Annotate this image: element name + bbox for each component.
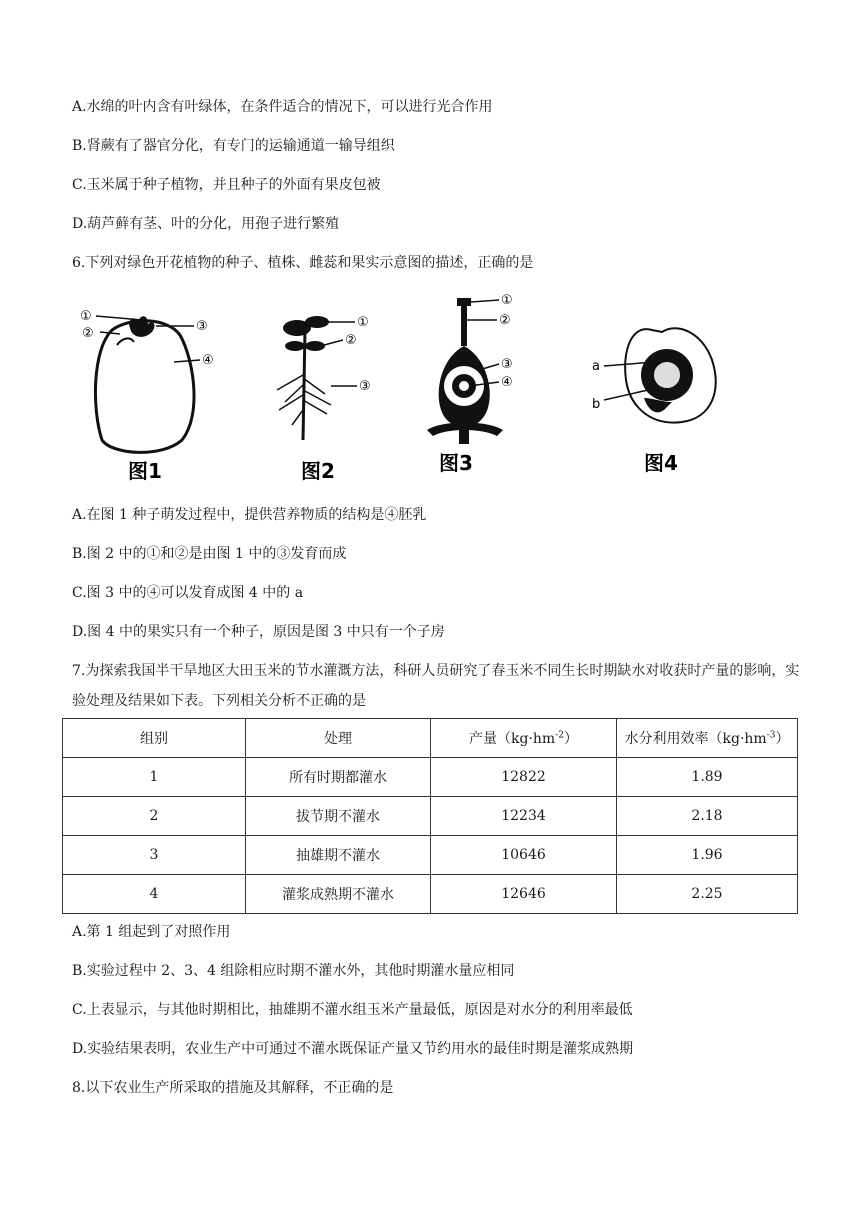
q5-option-b: B.肾蕨有了器官分化，有专门的运输通道一输导组织	[72, 138, 395, 154]
q6-option-c: C.图 3 中的④可以发育成图 4 中的 a	[72, 585, 304, 601]
table-header-row	[63, 719, 798, 758]
cell-efficiency: 1.89	[617, 758, 798, 797]
cell-yield: 12646	[431, 875, 617, 914]
fig3-callout-2: ②	[499, 313, 511, 328]
fig1-label: 图1	[128, 459, 162, 483]
q6-option-d: D.图 4 中的果实只有一个种子，原因是图 3 中只有一个子房	[72, 624, 445, 640]
fig3-callout-3: ③	[501, 357, 513, 372]
q6-option-b: B.图 2 中的①和②是由图 1 中的③发育而成	[72, 546, 347, 562]
fig3-label: 图3	[439, 451, 473, 475]
header-yield: 产量$(kg\cdot hm^{-2})$	[431, 719, 617, 758]
fig3-callout-4: ④	[501, 375, 513, 390]
figure-1-seed	[72, 290, 232, 485]
cell-treatment: 所有时期都灌水	[246, 758, 431, 797]
q7-option-c: C.上表显示，与其他时期相比，抽雄期不灌水组玉米产量最低，原因是对水分的利用率最低	[72, 1002, 633, 1018]
fig1-callout-2: ②	[82, 326, 94, 341]
q7-option-d: D.实验结果表明，农业生产中可通过不灌水既保证产量又节约用水的最佳时期是灌浆成熟期	[72, 1041, 634, 1057]
figure-4-fruit	[582, 290, 732, 485]
header-efficiency: 水分利用效率$(kg\cdot hm^{-3})$	[617, 719, 798, 758]
fig1-callout-4: ④	[202, 353, 214, 368]
cell-group: 4	[63, 875, 246, 914]
cell-treatment: 拔节期不灌水	[246, 797, 431, 836]
q6-option-a: A.在图 1 种子萌发过程中，提供营养物质的结构是④胚乳	[72, 507, 427, 523]
table-row	[63, 836, 798, 875]
cell-yield: 12234	[431, 797, 617, 836]
cell-group: 1	[63, 758, 246, 797]
q6-stem: 6.下列对绿色开花植物的种子、植株、雌蕊和果实示意图的描述，正确的是	[72, 255, 534, 271]
fig1-callout-3: ③	[196, 319, 208, 334]
q7-option-a: A.第 1 组起到了对照作用	[72, 924, 231, 940]
fig4-label: 图4	[644, 451, 678, 475]
fig1-callout-1: ①	[80, 309, 92, 324]
header-treatment: 处理	[246, 719, 431, 758]
cell-efficiency: 2.25	[617, 875, 798, 914]
cell-efficiency: 2.18	[617, 797, 798, 836]
fig4-callout-a: a	[592, 359, 600, 374]
cell-treatment: 抽雄期不灌水	[246, 836, 431, 875]
fig2-callout-1: ①	[357, 315, 369, 330]
fig2-callout-2: ②	[345, 333, 357, 348]
figure-2-seedling	[257, 290, 407, 485]
fig2-callout-3: ③	[359, 379, 371, 394]
cell-group: 3	[63, 836, 246, 875]
cell-group: 2	[63, 797, 246, 836]
q8-stem: 8.以下农业生产所采取的措施及其解释，不正确的是	[72, 1080, 394, 1096]
header-group: 组别	[63, 719, 246, 758]
fig3-callout-1: ①	[501, 293, 513, 308]
table-row	[63, 797, 798, 836]
fig2-label: 图2	[301, 459, 335, 483]
figure-3-pistil	[417, 290, 567, 485]
q7-option-b: B.实验过程中 2、3、4 组除相应时期不灌水外，其他时期灌水量应相同	[72, 963, 515, 979]
cell-treatment: 灌浆成熟期不灌水	[246, 875, 431, 914]
q7-stem: 7.为探索我国半干旱地区大田玉米的节水灌溉方法，科研人员研究了春玉米不同生长时期缺水对收获时产量的影响，实验处理及结果如下表。下列相关分析不正确的是	[72, 663, 800, 709]
q7-data-table	[62, 718, 798, 914]
q5-option-c: C.玉米属于种子植物，并且种子的外面有果皮包被	[72, 177, 381, 193]
table-row	[63, 875, 798, 914]
cell-efficiency: 1.96	[617, 836, 798, 875]
q6-figures	[72, 290, 732, 485]
fig4-callout-b: b	[592, 397, 601, 412]
q5-option-d: D.葫芦藓有茎、叶的分化，用孢子进行繁殖	[72, 216, 340, 232]
cell-yield: 12822	[431, 758, 617, 797]
table-row	[63, 758, 798, 797]
cell-yield: 10646	[431, 836, 617, 875]
q5-option-a: A.水绵的叶内含有叶绿体，在条件适合的情况下，可以进行光合作用	[72, 99, 493, 115]
